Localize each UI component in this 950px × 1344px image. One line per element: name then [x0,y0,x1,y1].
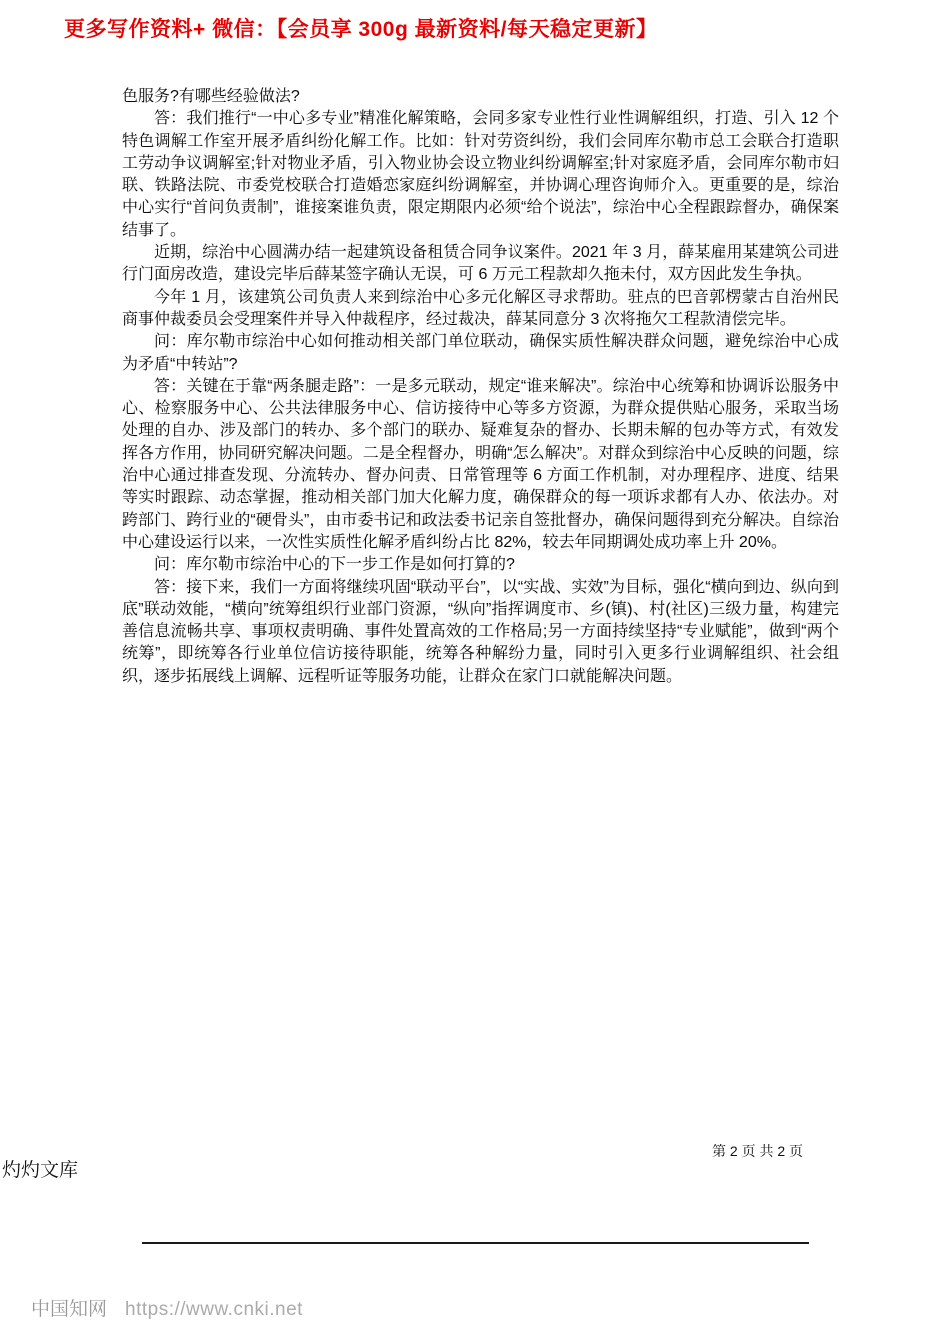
paragraph-question-3: 问：库尔勒市综治中心的下一步工作是如何打算的? [154,556,515,574]
cnki-watermark [31,1294,303,1321]
document-body [122,86,839,688]
page-number: 第 2 页 共 2 页 [712,1143,804,1159]
paragraph-answer-2: 答：关键在于靠“两条腿走路”：一是多元联动，规定“谁来解决”。综治中心统筹和协调诉讼服务中心、检察服务中心、公共法律服务中心、信访接待中心等多方资源，为群众提供贴心服务，采取当场处理的自办、涉及部门的转办、多个部门的联办、疑难复杂的督办、长期未解的包办等方式，有效发挥各方作用，协同研究解决问题。二是全程督办，明确“怎么解决”。对群众到综治中心反映的问题，综治中心通过排查发现、分流转办、督办问责、日常管理等 6 方面工作机制，对办理程序、进度、结果等实时跟踪、动态掌握，推动相关部门加大化解力度，确保群众的每一项诉求都有人办、依法办。对跨部门、跨行业的“硬骨头”，由市委书记和政法委书记亲自签批督办，确保问题得到充分解决。自综治中心建设运行以来，一次性实质性化解矛盾纠纷占比 82%，较去年同期调处成功率上升 20%。 [122,377,839,551]
library-watermark: 灼灼文库 [2,1160,79,1181]
paragraph-case-1: 近期，综治中心圆满办结一起建筑设备租赁合同争议案件。2021 年 3 月，薛某雇用某建筑公司进行门面房改造，建设完毕后薛某签字确认无误，可 6 万元工程款却久拖未付，双方因此发生争执。 [122,244,839,284]
footer-divider [142,1242,809,1244]
cnki-logo-text: 中国知网 [31,1299,108,1320]
paragraph-question-2: 问：库尔勒市综治中心如何推动相关部门单位联动，确保实质性解决群众问题，避免综治中心成为矛盾“中转站”? [122,333,839,373]
paragraph-answer-3: 答：接下来，我们一方面将继续巩固“联动平台”，以“实战、实效”为目标，强化“横向到边、纵向到底”联动效能，“横向”统筹组织行业部门资源，“纵向”指挥调度市、乡(镇)、村(社区)三级力量，构建完善信息流畅共享、事项权责明确、事件处置高效的工作格局;另一方面持续坚持“专业赋能”，做到“两个统筹”，即统筹各行业单位信访接待职能，统筹各种解纷力量，同时引入更多行业调解组织、社会组织，逐步拓展线上调解、远程听证等服务功能，让群众在家门口就能解决问题。 [122,578,839,685]
paragraph-answer-1: 答：我们推行“一中心多专业”精准化解策略，会同多家专业性行业性调解组织，打造、引入 12 个特色调解工作室开展矛盾纠纷化解工作。比如：针对劳资纠纷，我们会同库尔勒市总工会联合打造职工劳动争议调解室;针对物业矛盾，引入物业协会设立物业纠纷调解室;针对家庭矛盾，会同库尔勒市妇联、铁路法院、市委党校联合打造婚恋家庭纠纷调解室，并协调心理咨询师介入。更重要的是，综治中心实行“首问负责制”，谁接案谁负责，限定期限内必须“给个说法”，综治中心全程跟踪督办，确保案结事了。 [122,110,839,239]
promo-banner: 更多写作资料+ 微信：【会员享 300g 最新资料/每天稳定更新】 [64,18,658,41]
cnki-url-text: https://www.cnki.net [125,1299,303,1320]
paragraph-continuation: 色服务?有哪些经验做法? [122,88,300,105]
paragraph-case-2: 今年 1 月，该建筑公司负责人来到综治中心多元化解区寻求帮助。驻点的巴音郭楞蒙古自治州民商事仲裁委员会受理案件并导入仲裁程序，经过裁决，薛某同意分 3 次将拖欠工程款清偿完毕。 [122,288,839,328]
